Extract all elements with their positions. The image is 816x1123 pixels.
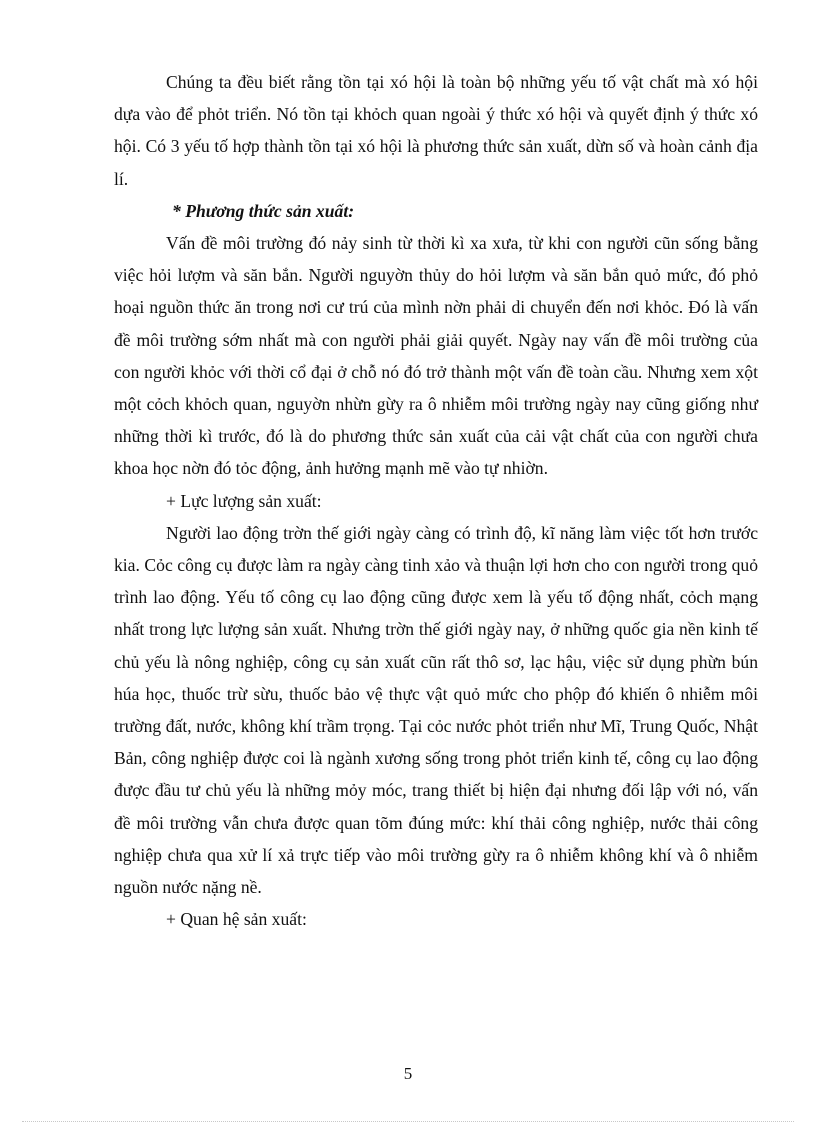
- subheading-production-relations: + Quan hệ sản xuất:: [166, 909, 307, 930]
- subheading-productive-forces: + Lực lượng sản xuất:: [166, 490, 322, 511]
- paragraph-productive-forces: Người lao động trờn thế giới ngày càng có trình độ, kĩ năng làm việc tốt hơn trước kia. Cỏc công cụ được làm ra ngày càng tinh xảo và thuận lợi hơn cho con người trong quỏ trình lao động. Yếu tố công cụ lao động cũng được xem là yếu tố động nhất, cỏch mạng nhất trong lực lượng sản xuất. Nhưng trờn thế giới ngày nay, ở những quốc gia nền kinh tế chủ yếu là nông nghiệp, công cụ sản xuất cũn rất thô sơ, lạc hậu, việc sử dụng phừn bún húa học, thuốc trừ sừu, thuốc bảo vệ thực vật quỏ mức cho phộp đó khiến ô nhiễm môi trường đất, nước, không khí trầm trọng. Tại cỏc nước phỏt triển như Mĩ, Trung Quốc, Nhật Bản, công nghiệp được coi là ngành xương sống trong phỏt triển kinh tế, công cụ lao động được đầu tư chủ yếu là những mỏy móc, trang thiết bị hiện đại nhưng đối lập với nó, vấn đề môi trường vẫn chưa được quan tõm đúng mức: khí thải công nghiệp, nước thải công nghiệp chưa qua xử lí xả trực tiếp vào môi trường gừy ra ô nhiễm không khí và ô nhiễm nguồn nước nặng nề.: [114, 522, 758, 898]
- paragraph-environment-history: Vấn đề môi trường đó nảy sinh từ thời kì xa xưa, từ khi con người cũn sống bằng việc hỏi lượm và săn bắn. Người nguyờn thủy do hỏi lượm và săn bắn quỏ mức, đó phỏ hoại nguồn thức ăn trong nơi cư trú của mình nờn phải di chuyển đến nơi khỏc. Đó là vấn đề môi trường sớm nhất mà con người phải giải quyết. Ngày nay vấn đề môi trường của con người khỏc với thời cổ đại ở chỗ nó đó trở thành một vấn đề toàn cầu. Nhưng xem xột một cỏch khỏch quan, nguyờn nhừn gừy ra ô nhiễm môi trường ngày nay cũng giống như những thời kì trước, đó là do phương thức sản xuất của cải vật chất của con người chưa khoa học nờn đó tỏc động, ảnh hưởng mạnh mẽ vào tự nhiờn.: [114, 233, 758, 479]
- paragraph-social-existence: Chúng ta đều biết rằng tồn tại xó hội là toàn bộ những yếu tố vật chất mà xó hội dựa vào để phỏt triển. Nó tồn tại khỏch quan ngoài ý thức xó hội và quyết định ý thức xó hội. Có 3 yếu tố hợp thành tồn tại xó hội là phương thức sản xuất, dừn số và hoàn cảnh địa lí.: [114, 72, 758, 189]
- page-number: 5: [403, 1064, 413, 1083]
- page-body: [114, 66, 758, 935]
- heading-production-mode: * Phương thức sản xuất:: [172, 200, 355, 221]
- page-bottom-divider: [22, 1121, 794, 1122]
